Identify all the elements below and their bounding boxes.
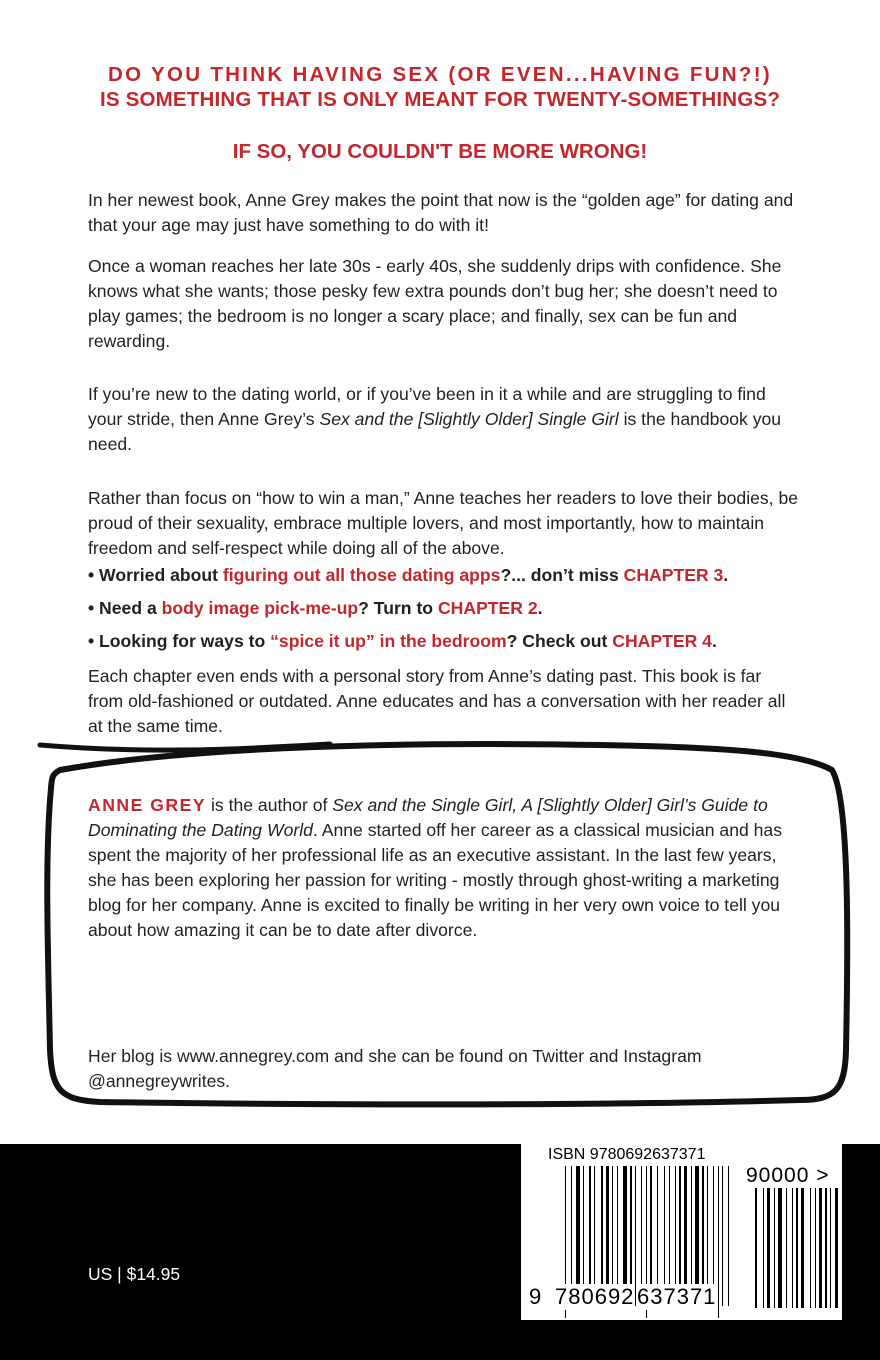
highlight: body image pick-me-up (161, 598, 359, 618)
text: is the author of (206, 795, 333, 815)
addon-bar (763, 1188, 764, 1308)
text: . (711, 631, 717, 651)
addon-bar (755, 1188, 757, 1308)
book-title: Sex and the Single Girl, A [Slightly Older] Girl’s Guide to Dominating the Dating World (88, 795, 768, 840)
headline-line-1: DO YOU THINK HAVING SEX (OR EVEN...HAVING FUN?!) (108, 63, 772, 86)
author-name: ANNE GREY (88, 795, 207, 815)
price: US | $14.95 (88, 1264, 181, 1284)
text: ? Check out (506, 631, 613, 651)
author-bio (88, 793, 800, 943)
headline-line-2: IS SOMETHING THAT IS ONLY MEANT FOR TWENTY-SOMETHINGS? (99, 88, 781, 111)
addon-bar (835, 1188, 838, 1308)
book-title: Sex and the [Slightly Older] Single Girl (319, 409, 619, 429)
chapter-ref: CHAPTER 4 (612, 631, 712, 651)
barcode-bar (728, 1166, 729, 1306)
barcode-digits-right: 637371 (637, 1284, 717, 1309)
isbn-barcode (521, 1144, 842, 1320)
addon-bar (810, 1188, 811, 1308)
text: . (723, 565, 729, 585)
addon-bar (815, 1188, 816, 1308)
addon-bar (792, 1188, 793, 1308)
paragraph-approach: Rather than focus on “how to win a man,” Anne teaches her readers to love their bodies, be proud of their sexuality, embrace multiple lovers, and most importantly, how to maintain freedom and self-respect while doing all of the above. (88, 488, 799, 558)
chapter-ref: CHAPTER 2 (437, 598, 538, 618)
addon-bar (825, 1188, 827, 1308)
barcode-bar (722, 1166, 723, 1306)
text: If you’re new to the dating world, or if you’ve been in it a while and are struggling to find your stride, then Anne Grey’s (88, 384, 766, 429)
text: • Worried about (88, 565, 223, 585)
barcode-bar (718, 1166, 719, 1318)
barcode-digits-left: 780692 (555, 1284, 635, 1309)
text: • Looking for ways to (88, 631, 271, 651)
addon-bar (796, 1188, 798, 1308)
paragraph-chapters: Each chapter even ends with a personal story from Anne’s dating past. This book is far from old-fashioned or outdated. Anne educates and has a conversation with her reader all at the same time. (88, 666, 786, 736)
text: ?... don’t miss (500, 565, 624, 585)
barcode-bar (635, 1166, 636, 1306)
text: • Need a (88, 598, 162, 618)
isbn-label: ISBN 9780692637371 (548, 1146, 706, 1163)
addon-code: 90000 > (746, 1164, 830, 1187)
addon-bar (778, 1188, 782, 1308)
addon-bar (801, 1188, 804, 1308)
addon-bar (774, 1188, 775, 1308)
paragraph-intro: In her newest book, Anne Grey makes the point that now is the “golden age” for dating and that your age may just have something to do with it! (88, 190, 794, 235)
highlight: figuring out all those dating apps (222, 565, 501, 585)
highlight: “spice it up” in the bedroom (270, 631, 507, 651)
barcode-digit-first: 9 (529, 1284, 542, 1309)
headline-line-3: IF SO, YOU COULDN'T BE MORE WRONG! (232, 140, 648, 163)
text: . (537, 598, 543, 618)
paragraph-confidence: Once a woman reaches her late 30s - early 40s, she suddenly drips with confidence. She knows what she wants; those pesky few extra pounds don’t bug her; she doesn’t need to play games; the bedroom is no longer a scary place; and finally, sex can be fun and rewarding. (88, 256, 782, 351)
text: is the handbook you need. (88, 409, 782, 454)
text: . Anne started off her career as a classical musician and has spent the majority of her professional life as an executive assistant. In the last few years, she has been exploring her passion for writing - mostly through ghost-writing a marketing blog for her company. Anne is excited to finally be writing in her very own voice to tell you about how amazing it can be to date after divorce. (88, 820, 783, 940)
addon-bar (786, 1188, 787, 1308)
chapter-ref: CHAPTER 3 (623, 565, 724, 585)
addon-bar (767, 1188, 770, 1308)
text: ? Turn to (358, 598, 438, 618)
author-contact: Her blog is www.annegrey.com and she can be found on Twitter and Instagram @annegreywrites. (88, 1046, 702, 1091)
addon-bar (819, 1188, 822, 1308)
addon-bar (830, 1188, 831, 1308)
